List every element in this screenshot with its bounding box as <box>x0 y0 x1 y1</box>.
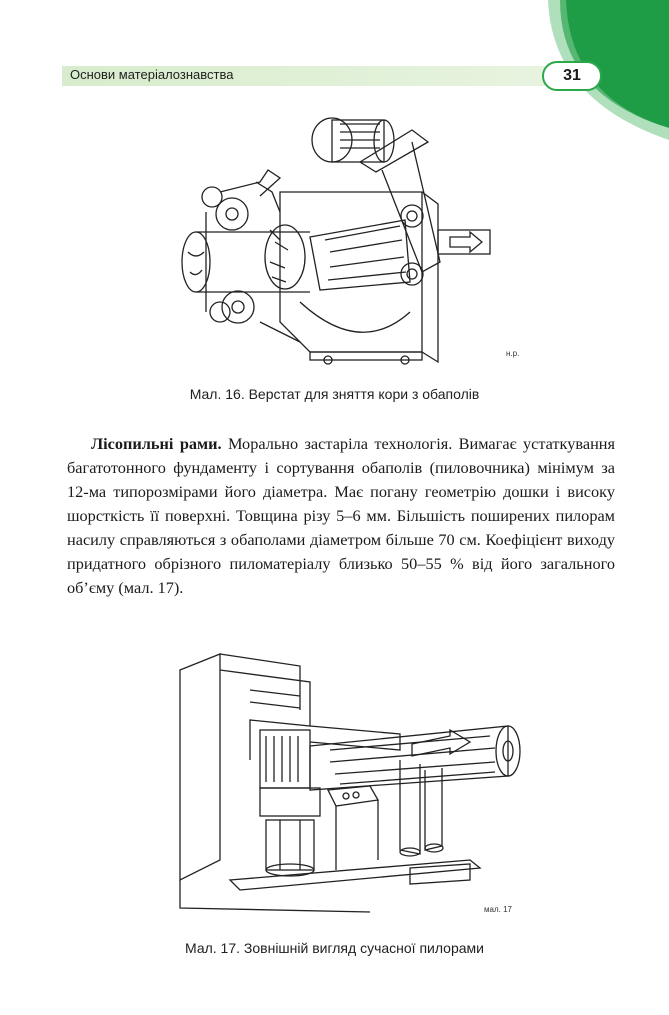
paragraph-term: Лісопильні рами. <box>91 434 222 453</box>
figure-17-caption: Мал. 17. Зовнішній вигляд сучасної пилорами <box>185 940 484 956</box>
section-title: Основи матеріалознавства <box>70 67 234 82</box>
figure-16-caption: Мал. 16. Верстат для зняття кори з обаполів <box>189 386 480 402</box>
body-paragraph <box>67 432 615 600</box>
figure-17-signature: мал. 17 <box>484 905 512 914</box>
figure-16-signature: н.р. <box>506 349 520 358</box>
page-number-badge: 31 <box>542 61 602 91</box>
figure-16-debarking-machine <box>160 112 530 370</box>
figure-17-sawmill <box>150 650 530 930</box>
paragraph-text: Морально застаріла технологія. Вимагає устаткування багатотонного фундаменту і сортування обаполів (пиловочника) мінімум за 12-ма типорозмірами його діаметра. Має погану геометрію дошки і високу шорсткість її поверхні. Товщина різу 5–6 мм. Більшість поширених пилорам насилу справляються з обаполами діаметром більше 70 см. Коефіцієнт виходу придатного обрізного пиломатеріалу близько 50–55 % від його загального об’єму (мал. 17). <box>67 434 615 597</box>
